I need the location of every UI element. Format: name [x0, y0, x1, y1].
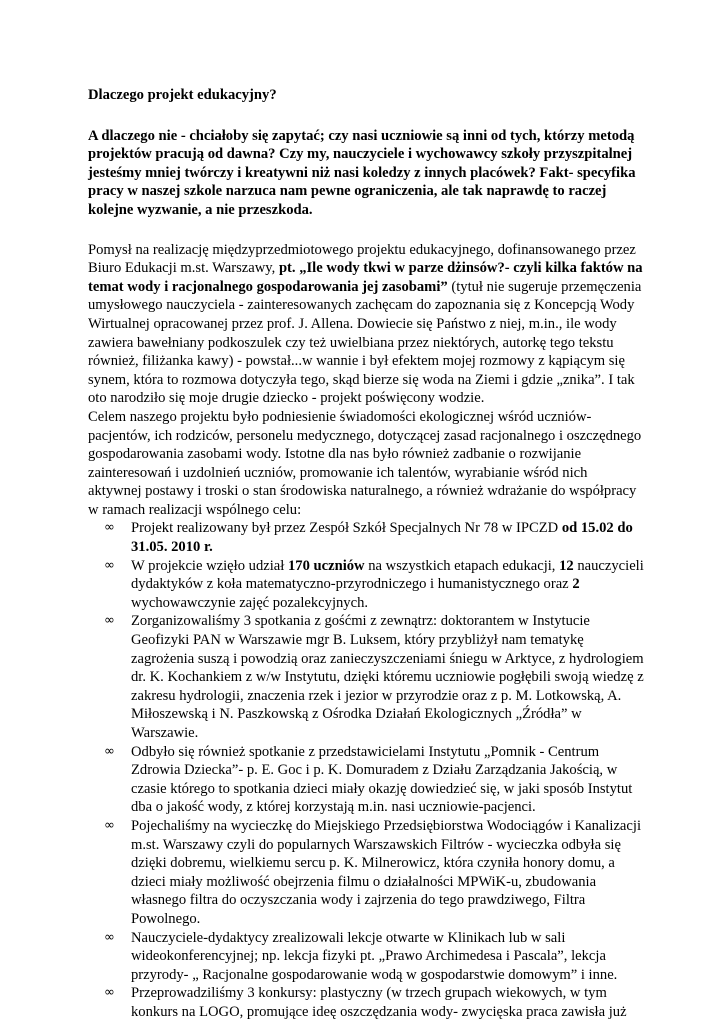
list-item-bold: 2	[572, 576, 580, 593]
document-body	[88, 241, 644, 1022]
list-item-text: Pojechaliśmy na wycieczkę do Miejskiego Przedsiębiorstwa Wodociągów i Kanalizacji m.st. Warszawy czyli do popularnych Warszawskich Filtrów - wycieczka odbyła się dzięki dobremu, wielkiemu sercu p. K. Milnerowicz, która czyniła honory domu, a dzieci miały możliwość obejrzenia filmu o działalności MPWiK-u, zbudowania własnego filtra do oczyszczania wody i zajrzenia do tego prawdziwego, Filtra Powolnego.	[131, 817, 641, 927]
list-item-bold: 170 uczniów	[287, 557, 365, 574]
intro-text-1: Pomysł na realizację międzyprzedmiotowego projektu edukacyjnego, dofinansowanego przez Biuro Edukacji m.st. Warszawy,	[88, 241, 636, 277]
list-item	[88, 929, 644, 985]
intro-paragraph	[88, 241, 644, 408]
list-item-text: wychowawczynie zajęć pozalekcyjnych.	[131, 594, 369, 611]
list-item-text: Zorganizowaliśmy 3 spotkania z gośćmi z zewnątrz: doktorantem w Instytucie Geofizyki PAN w Warszawie mgr B. Luksem, który przybliżył nam tematykę zagrożenia suszą i powodzią oraz zanieczyszczeniami śniegu w Arktyce, z hydrologiem dr. K. Kochankiem z w/w Instytutu, dzięki któremu uczniowie pogłębili swoją wiedzę z zakresu hydrologii, znaczenia rzek i jezior w przyrodzie oraz z p. M. Lotkowską, A. Miłoszewską i N. Paszkowską z Ośrodka Działań Ekologicznych „Źródła” w Warszawie.	[131, 613, 644, 741]
project-title-bold: pt. „Ile wody tkwi w parze dżinsów?- czyli kilka faktów na temat wody i racjonalnego gospodarowania jej zasobami”	[88, 260, 643, 295]
list-item-text: W projekcie wzięło udział	[131, 557, 288, 574]
list-item-text: nauczycieli dydaktyków z koła matematyczno-przyrodniczego i humanistycznego oraz	[131, 557, 644, 593]
document-title: Dlaczego projekt edukacyjny?	[88, 87, 277, 103]
list-item	[88, 519, 644, 556]
infinity-bullet-icon: ∞	[104, 613, 115, 629]
list-item	[88, 612, 644, 742]
list-item-text: Przeprowadziliśmy 3 konkursy: plastyczny (w trzech grupach wiekowych, w tym konkurs na LOGO, promujące ideę oszczędzania wody- zwycięska praca zawisła już	[131, 985, 627, 1020]
lead-paragraph: A dlaczego nie - chciałoby się zapytać; czy nasi uczniowie są inni od tych, którzy metodą projektów pracują od dawna? Czy my, nauczyciele i wychowawcy szkoły przyszpitalnej jesteśmy mniej twórczy i kreatywni niż nasi koledzy z innych placówek? Fakt- specyfika pracy w naszej szkole narzuca nam pewne ograniczenia, ale tak naprawdę to raczej kolejne wyzwanie, a nie przeszkoda.	[88, 127, 636, 218]
infinity-bullet-icon: ∞	[104, 520, 115, 536]
document-page	[88, 86, 644, 1022]
list-item	[88, 743, 644, 817]
list-item	[88, 817, 644, 929]
list-item-text: na wszystkich etapach edukacji,	[364, 557, 560, 574]
goal-paragraph: Celem naszego projektu było podniesienie świadomości ekologicznej wśród uczniów-pacjentów, ich rodziców, personelu medycznego, dotyczącej zasad racjonalnego i oszczędnego gospodarowania zasobami wody. Istotne dla nas było również zadbanie o rozwijanie zainteresowań i uzdolnień uczniów, promowanie ich talentów, wyrabianie wśród nich aktywnej postawy i troski o stan środowiska naturalnego, a również wdrażanie do współpracy w ramach realizacji wspólnego celu:	[88, 408, 642, 518]
list-item-bold: od 15.02 do 31.05. 2010 r.	[131, 520, 633, 556]
list-item-text: Odbyło się również spotkanie z przedstawicielami Instytutu „Pomnik - Centrum Zdrowia Dziecka”- p. E. Goc i p. K. Domuradem z Działu Zarządzania Jakością, w czasie którego to spotkania dzieci miały okazję dowiedzieć się, w jaki sposób Instytut dba o jakość wody, z której korzystają m.in. nasi uczniowie-pacjenci.	[131, 743, 633, 816]
infinity-bullet-icon: ∞	[104, 557, 115, 573]
infinity-bullet-icon: ∞	[104, 985, 115, 1001]
list-item-text: Projekt realizowany był przez Zespół Szkół Specjalnych Nr 78 w IPCZD	[131, 520, 562, 537]
bullet-list	[88, 519, 644, 1021]
infinity-bullet-icon: ∞	[104, 817, 115, 833]
list-item-text: Nauczyciele-dydaktycy zrealizowali lekcje otwarte w Klinikach lub w sali wideokonferencyjnej; np. lekcja fizyki pt. „Prawo Archimedesa i Pascala”, lekcja przyrody- „ Racjonalne gospodarowanie wodą w gospodarstwie domowym” i inne.	[131, 929, 618, 983]
infinity-bullet-icon: ∞	[104, 929, 115, 945]
infinity-bullet-icon: ∞	[104, 743, 115, 759]
list-item-bold: 12	[559, 557, 574, 574]
list-item	[88, 557, 644, 613]
list-item	[88, 984, 644, 1021]
intro-text-2: (tytuł nie sugeruje przemęczenia umysłowego nauczyciela - zainteresowanych zachęcam do zapoznania się z Koncepcją Wody Wirtualnej opracowanej przez prof. J. Allena. Dowiecie się Państwo z niej, m.in., ile wody zawiera bawełniany podkoszulek czy też uwielbiana przez niektórych, autorkę tego tekstu również, filiżanka kawy) - powstał...w wannie i był efektem mojej rozmowy z kąpiącym się synem, która to rozmowa dotyczyła tego, skąd bierze się woda na Ziemi i gdzie „znika”. I tak oto narodziło się moje drugie dziecko - projekt poświęcony wodzie.	[88, 278, 642, 407]
